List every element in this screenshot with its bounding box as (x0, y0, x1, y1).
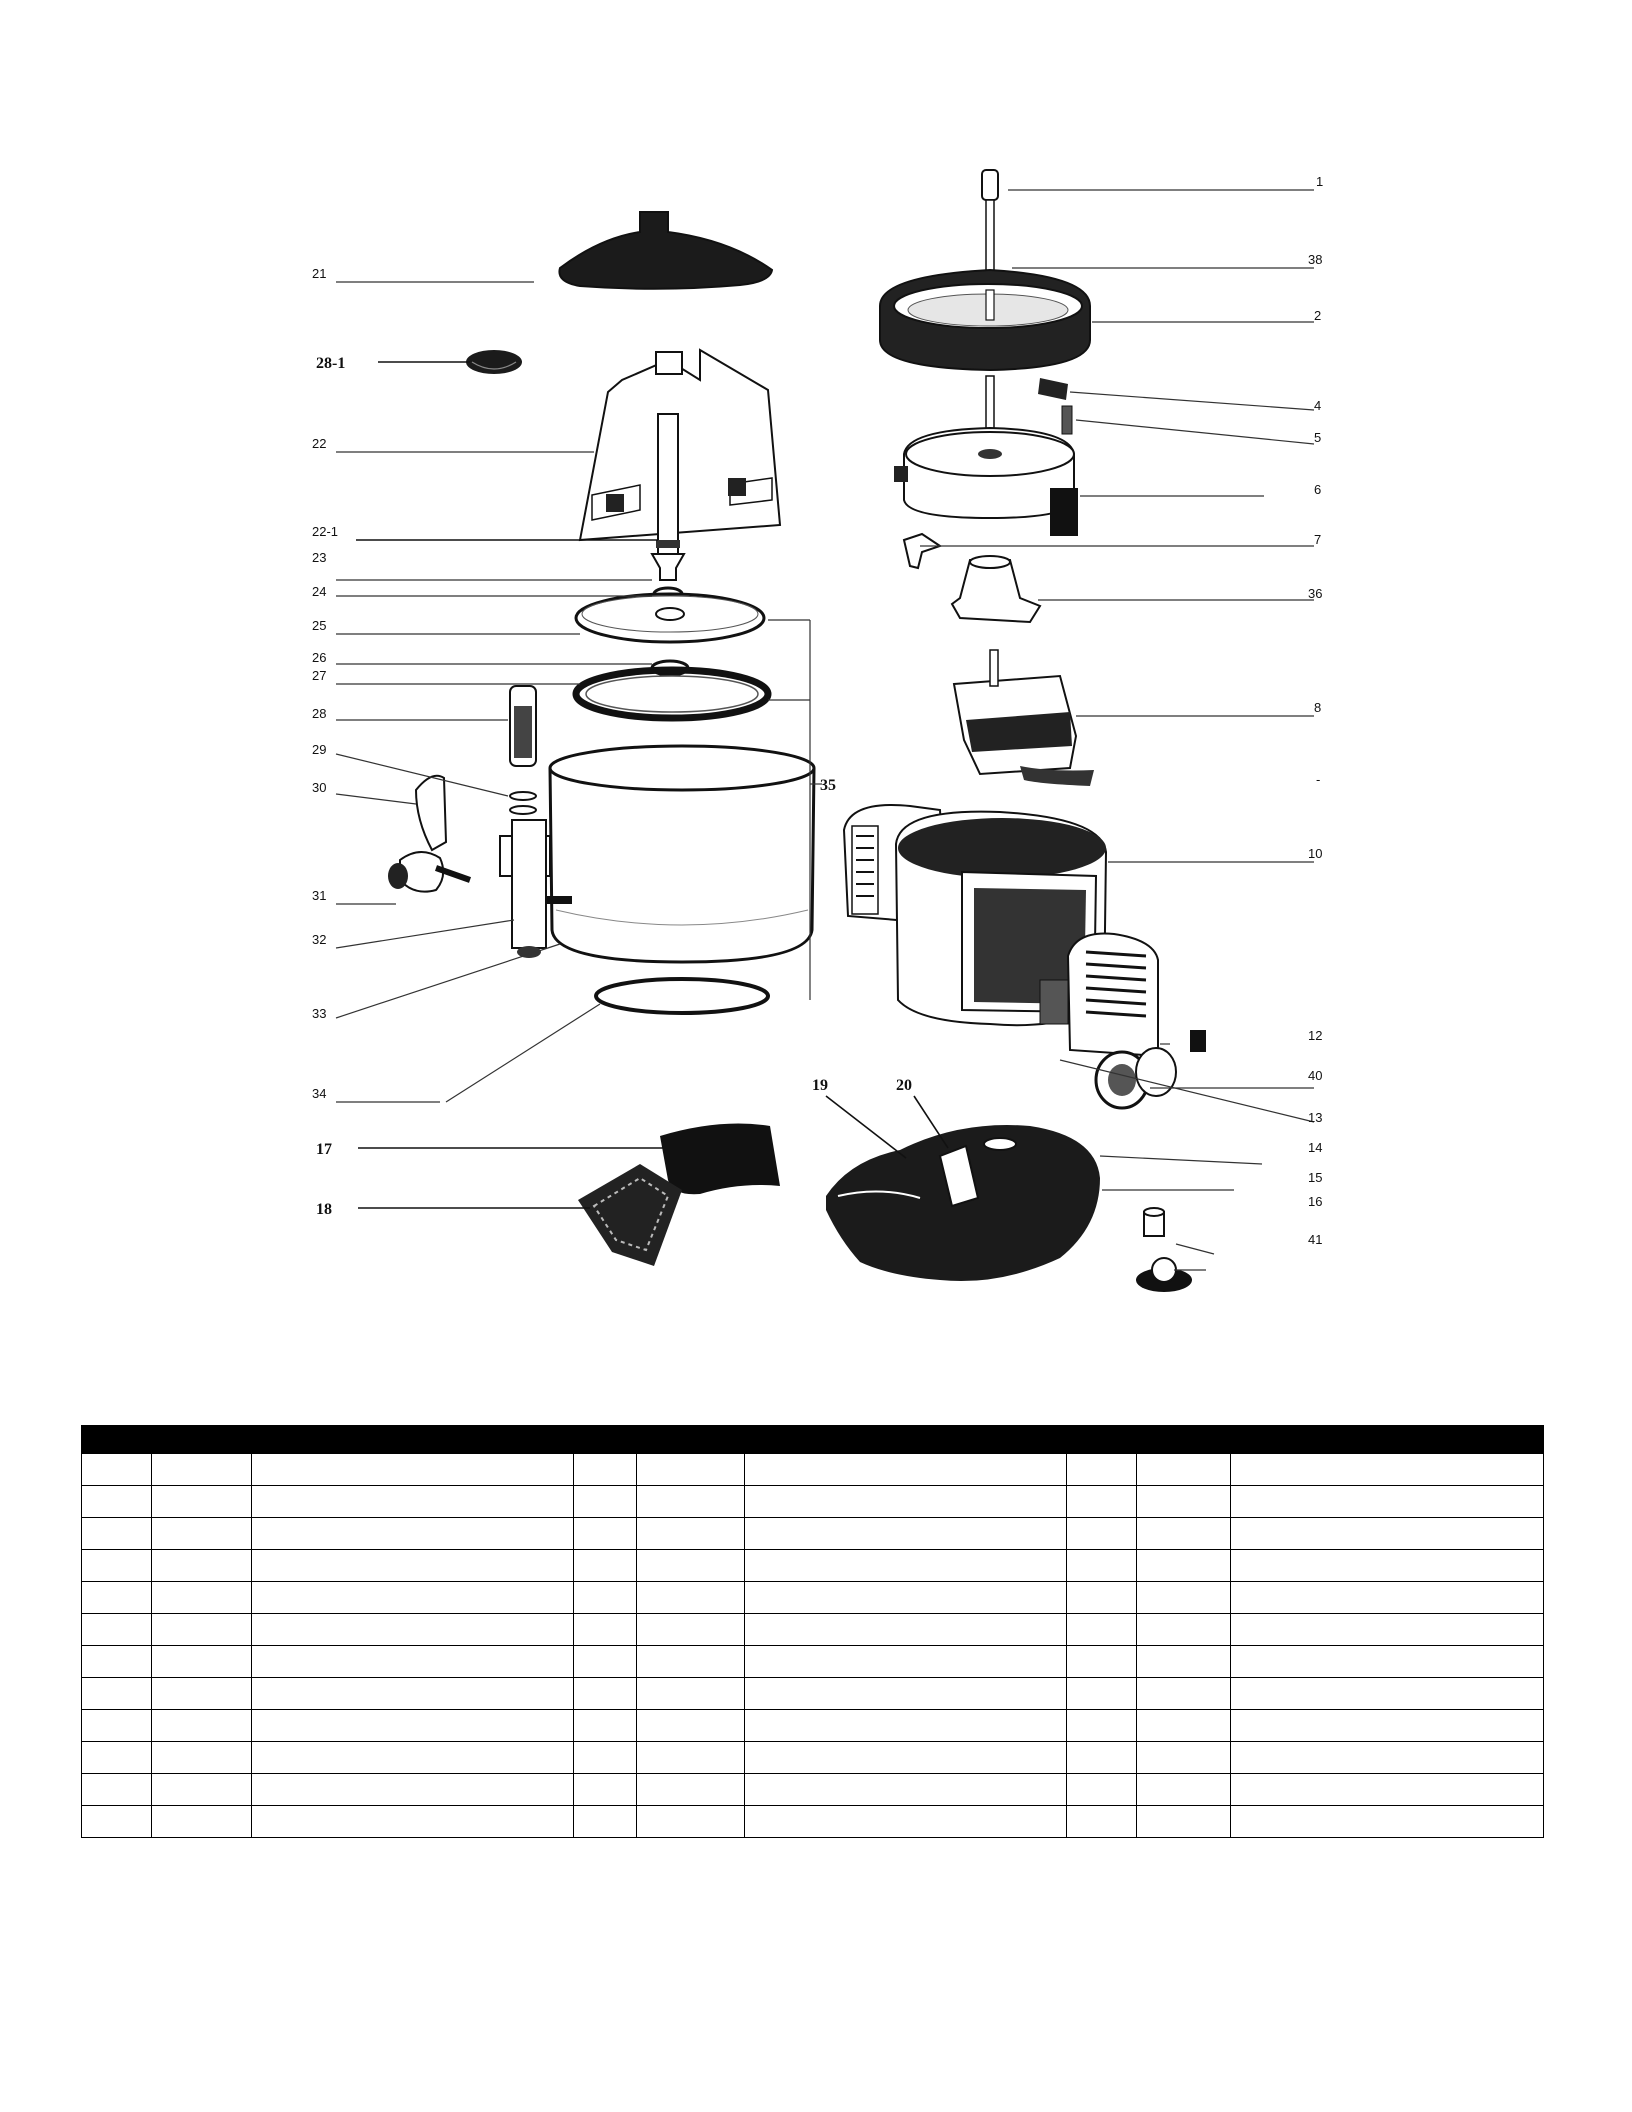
callout-34: 34 (312, 1086, 327, 1101)
table-cell (1231, 1806, 1544, 1838)
callout-13: 13 (1308, 1110, 1323, 1125)
callout-41: 41 (1308, 1232, 1323, 1247)
table-cell (745, 1646, 1067, 1678)
table-header-group-1 (82, 1426, 252, 1454)
callout-26: 26 (312, 650, 327, 665)
table-row (82, 1614, 1544, 1646)
latch-part-4 (1038, 378, 1068, 400)
gauge-tube-part-28 (510, 686, 536, 814)
callout-28-1: 28-1 (316, 355, 346, 372)
knob-part-41 (1136, 1258, 1192, 1292)
callout-18: 18 (316, 1201, 332, 1218)
table-cell (637, 1518, 745, 1550)
table-cell (637, 1774, 745, 1806)
callout-22-1: 22-1 (312, 524, 339, 539)
table-cell (152, 1486, 252, 1518)
table-cell (1067, 1518, 1137, 1550)
table-cell (574, 1742, 637, 1774)
table-cell (152, 1646, 252, 1678)
table-row (82, 1646, 1544, 1678)
callout-28: 28 (312, 706, 327, 721)
table-cell (152, 1742, 252, 1774)
callout-25: 25 (312, 618, 327, 633)
callout-21: 21 (312, 266, 327, 281)
table-cell (1067, 1710, 1137, 1742)
callout-2: 2 (1314, 308, 1322, 323)
table-cell (82, 1646, 152, 1678)
table-cell (637, 1646, 745, 1678)
table-cell (252, 1774, 574, 1806)
table-cell (1137, 1742, 1231, 1774)
table-cell (152, 1806, 252, 1838)
table-cell (1067, 1454, 1137, 1486)
table-cell (745, 1454, 1067, 1486)
table-cell (1231, 1646, 1544, 1678)
table-cell (1231, 1550, 1544, 1582)
table-cell (1137, 1710, 1231, 1742)
table-cell (1067, 1550, 1137, 1582)
table-cell (574, 1486, 637, 1518)
table-cell (1067, 1742, 1137, 1774)
table-cell (82, 1678, 152, 1710)
table-cell (82, 1550, 152, 1582)
table-cell (252, 1486, 574, 1518)
table-cell (574, 1550, 637, 1582)
table-cell (1067, 1614, 1137, 1646)
table-cell (637, 1486, 745, 1518)
callout-40: 40 (1308, 1068, 1323, 1083)
table-cell (637, 1742, 745, 1774)
table-cell (252, 1518, 574, 1550)
table-cell (637, 1454, 745, 1486)
callout-5: 5 (1314, 430, 1322, 445)
table-cell (745, 1518, 1067, 1550)
callout-7: 7 (1314, 532, 1322, 547)
callout-4: 4 (1314, 398, 1322, 413)
table-cell (1231, 1678, 1544, 1710)
spigot-body-part-32 (500, 820, 572, 958)
table-cell (152, 1710, 252, 1742)
callout-24: 24 (312, 584, 327, 599)
table-cell (1067, 1806, 1137, 1838)
callout-15: 15 (1308, 1170, 1323, 1185)
table-cell (1137, 1774, 1231, 1806)
callout-31: 31 (312, 888, 327, 903)
table-cell (574, 1710, 637, 1742)
drip-tray-cover-part-17 (660, 1124, 780, 1195)
table-cell (1231, 1710, 1544, 1742)
callout-23: 23 (312, 550, 327, 565)
table-cell (1231, 1486, 1544, 1518)
table-cell (1137, 1614, 1231, 1646)
table-cell (1231, 1518, 1544, 1550)
table-body (82, 1454, 1544, 1838)
table-cell (82, 1742, 152, 1774)
table-cell (745, 1678, 1067, 1710)
table-cell (574, 1518, 637, 1550)
table-cell (1067, 1774, 1137, 1806)
table-cell (252, 1550, 574, 1582)
table-cell (1067, 1486, 1137, 1518)
callout-8: 8 (1314, 700, 1322, 715)
table-cell (1231, 1582, 1544, 1614)
table-cell (252, 1454, 574, 1486)
callout-33: 33 (312, 1006, 327, 1021)
table-cell (637, 1582, 745, 1614)
table-cell (574, 1582, 637, 1614)
table-row (82, 1806, 1544, 1838)
switch-assembly-part-8 (954, 650, 1094, 786)
base-gasket-part-34 (596, 979, 768, 1013)
table-row (82, 1486, 1544, 1518)
table-cell (152, 1550, 252, 1582)
table-cell (745, 1486, 1067, 1518)
table-cell (574, 1646, 637, 1678)
callout-32: 32 (312, 932, 327, 947)
table-row (82, 1454, 1544, 1486)
table-cell (252, 1678, 574, 1710)
filter-basket-part-22 (580, 350, 780, 540)
table-header-row (82, 1426, 1544, 1454)
table-cell (1137, 1582, 1231, 1614)
callout-22: 22 (312, 436, 327, 451)
table-cell (82, 1582, 152, 1614)
table-cell (637, 1710, 745, 1742)
table-cell (82, 1806, 152, 1838)
table-cell (745, 1806, 1067, 1838)
table-cell (1231, 1614, 1544, 1646)
tank-part-33 (550, 746, 814, 962)
table-cell (252, 1614, 574, 1646)
table-cell (745, 1774, 1067, 1806)
foot-part-16 (1144, 1208, 1164, 1236)
callout-35: 35 (820, 777, 836, 794)
table-cell (574, 1678, 637, 1710)
table-cell (745, 1550, 1067, 1582)
table-cell (82, 1486, 152, 1518)
table-row (82, 1710, 1544, 1742)
parts-table (81, 1425, 1544, 1838)
table-cell (82, 1518, 152, 1550)
table-cell (82, 1710, 152, 1742)
table-cell (1067, 1678, 1137, 1710)
base-plate-part-19 (826, 1125, 1100, 1281)
filter-cap-part-28-1 (466, 350, 522, 374)
callout-17: 17 (316, 1141, 332, 1158)
spring-part-5 (1062, 406, 1072, 434)
table-row (82, 1678, 1544, 1710)
table-cell (1067, 1582, 1137, 1614)
callout-30: 30 (312, 780, 327, 795)
table-cell (152, 1678, 252, 1710)
table-cell (1137, 1678, 1231, 1710)
table-cell (1137, 1454, 1231, 1486)
table-cell (1137, 1806, 1231, 1838)
table-cell (637, 1614, 745, 1646)
table-cell (745, 1614, 1067, 1646)
table-cell (574, 1454, 637, 1486)
table-cell (252, 1710, 574, 1742)
table-cell (252, 1646, 574, 1678)
table-cell (574, 1806, 637, 1838)
table-cell (745, 1710, 1067, 1742)
table-cell (1137, 1646, 1231, 1678)
table-cell (1137, 1550, 1231, 1582)
table-cell (252, 1582, 574, 1614)
table-cell (152, 1614, 252, 1646)
table-cell (82, 1614, 152, 1646)
table-cell (1231, 1774, 1544, 1806)
callout-36: 36 (1308, 586, 1323, 601)
table-cell (574, 1614, 637, 1646)
table-cell (1231, 1454, 1544, 1486)
table-cell (637, 1678, 745, 1710)
table-cell (152, 1518, 252, 1550)
table-cell (745, 1582, 1067, 1614)
callout-14: 14 (1308, 1140, 1323, 1155)
drip-grate-part-18 (578, 1164, 682, 1266)
table-cell (82, 1454, 152, 1486)
table-row (82, 1550, 1544, 1582)
callout-27: 27 (312, 668, 327, 683)
callout-20: 20 (896, 1077, 912, 1094)
callout-29: 29 (312, 742, 327, 757)
spreader-plate-part-25 (576, 594, 764, 642)
top-ring-part-2 (880, 270, 1090, 370)
table-cell (1137, 1518, 1231, 1550)
callout-10: 10 (1308, 846, 1323, 861)
table-row (82, 1742, 1544, 1774)
table-cell (637, 1550, 745, 1582)
table-cell (1067, 1646, 1137, 1678)
callout-6: 6 (1314, 482, 1322, 497)
table-header-group-3 (1137, 1426, 1544, 1454)
gasket-part-27 (576, 670, 768, 718)
table-cell (252, 1742, 574, 1774)
table-row (82, 1582, 1544, 1614)
callout-16: 16 (1308, 1194, 1323, 1209)
motor-housing-part-6 (894, 376, 1078, 536)
table-cell (1137, 1486, 1231, 1518)
spigot-handle-part-30 (388, 776, 470, 892)
table-cell (1231, 1742, 1544, 1774)
callout-38: 38 (1308, 252, 1323, 267)
table-row (82, 1774, 1544, 1806)
callout-dash: - (1316, 772, 1321, 787)
mount-part-36 (952, 556, 1040, 622)
table-cell (574, 1774, 637, 1806)
table-cell (82, 1774, 152, 1806)
table-cell (152, 1774, 252, 1806)
table-cell (637, 1806, 745, 1838)
callout-12: 12 (1308, 1028, 1323, 1043)
callout-19: 19 (812, 1077, 828, 1094)
table-cell (152, 1582, 252, 1614)
table-row (82, 1518, 1544, 1550)
callout-1: 1 (1316, 174, 1324, 189)
table-cell (252, 1806, 574, 1838)
clip-part-7 (904, 534, 940, 568)
table-cell (745, 1742, 1067, 1774)
table-header-group-2 (252, 1426, 1137, 1454)
table-cell (152, 1454, 252, 1486)
lid-part-21 (559, 212, 772, 289)
